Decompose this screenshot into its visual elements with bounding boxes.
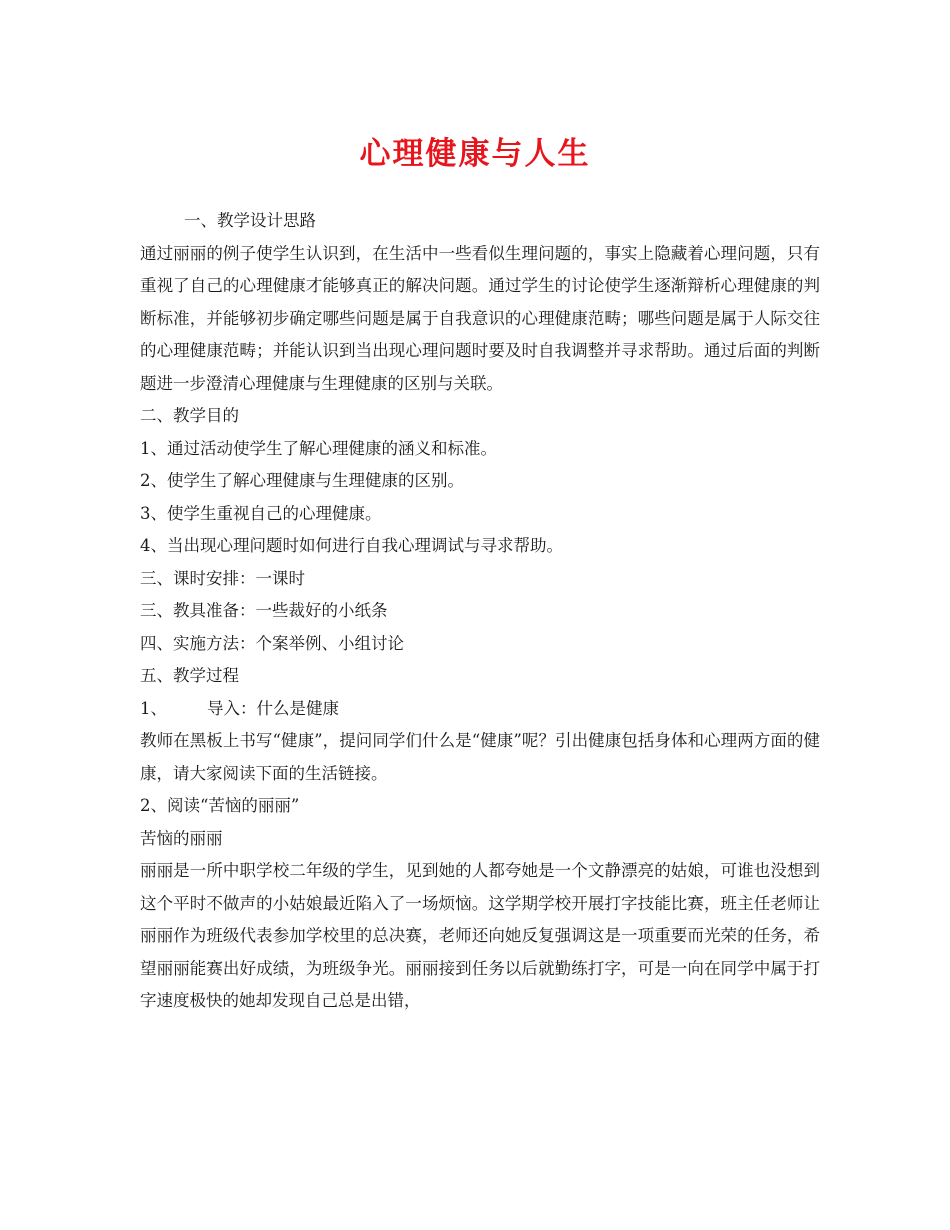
goal-item-2: 2、使学生了解心理健康与生理健康的区别。 — [140, 471, 464, 490]
goal-item-1: 1、通过活动使学生了解心理健康的涵义和标准。 — [140, 438, 497, 458]
goal-item-3: 3、使学生重视自己的心理健康。 — [140, 503, 382, 523]
process-step-2: 2、阅读“苦恼的丽丽” — [140, 796, 300, 815]
section-heading-process: 五、教学过程 — [140, 666, 239, 685]
process-step-1-text: 导入：什么是健康 — [207, 698, 339, 718]
process-step-1-number: 1、 — [140, 698, 167, 718]
section-heading-methods: 四、实施方法：个案举例、小组讨论 — [140, 633, 404, 653]
paragraph-story: 丽丽是一所中职学校二年级的学生，见到她的人都夸她是一个文静漂亮的姑娘，可谁也没想到这个平时不做声的小姑娘最近陷入了一场烦恼。这学期学校开展打字技能比赛，班主任老师让丽丽作为班级代表参加学校里的总决赛，老师还向她反复强调这是一项重要而光荣的任务，希望丽丽能赛出好成绩，为班级争光。丽丽接到任务以后就勤练打字，可是一向在同学中属于打字速度极快的她却发现自己总是出错， — [140, 861, 820, 1010]
section-heading-materials: 三、教具准备：一些裁好的小纸条 — [140, 601, 388, 620]
story-title: 苦恼的丽丽 — [140, 828, 223, 848]
paragraph-design: 通过丽丽的例子使学生认识到，在生活中一些看似生理问题的，事实上隐藏着心理问题，只有重视了自己的心理健康才能够真正的解决问题。通过学生的讨论使学生逐渐辩析心理健康的判断标准，并能够初步确定哪些问题是属于自我意识的心理健康范畴；哪些问题是属于人际交往的心理健康范畴；并能认识到当出现心理问题时要及时自我调整并寻求帮助。通过后面的判断题进一步澄清心理健康与生理健康的区别与关联。 — [140, 243, 820, 393]
section-heading-schedule: 三、课时安排：一课时 — [140, 568, 305, 588]
document-title: 心理健康与人生 — [359, 136, 591, 172]
process-step-1 — [140, 693, 820, 726]
section-heading-design: 一、教学设计思路 — [184, 211, 316, 230]
document-body — [140, 205, 820, 1018]
section-heading-goals: 二、教学目的 — [140, 406, 239, 425]
goal-item-4: 4、当出现心理问题时如何进行自我心理调试与寻求帮助。 — [140, 536, 563, 555]
paragraph-intro: 教师在黑板上书写“健康”，提问同学们什么是“健康”呢？引出健康包括身体和心理两方面的健康，请大家阅读下面的生活链接。 — [140, 731, 820, 783]
